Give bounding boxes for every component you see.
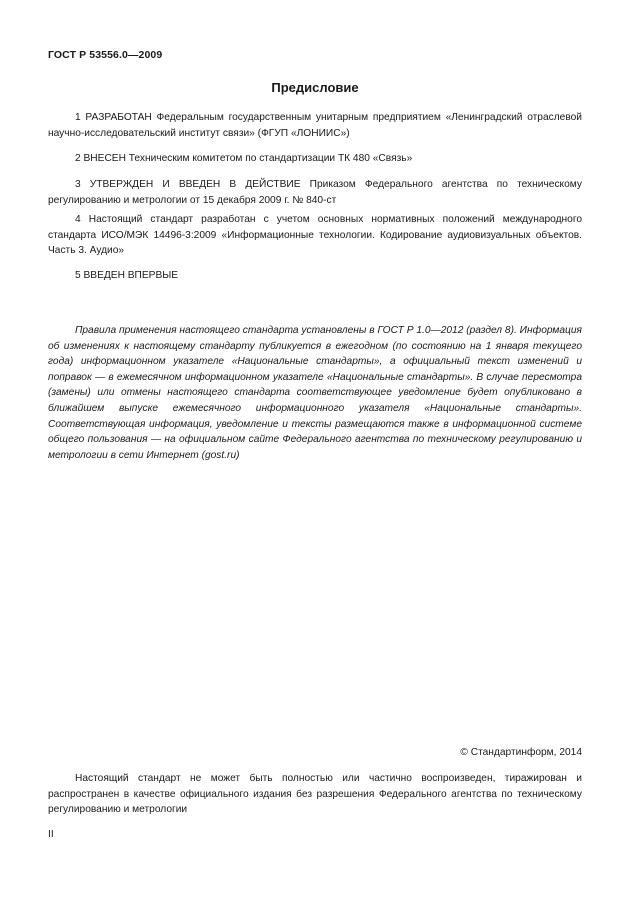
page-number: II <box>48 829 54 840</box>
reproduction-notice: Настоящий стандарт не может быть полностью или частично воспроизведен, тиражирован и распространен в качестве официального издания без разрешения Федерального агентства по техническому регулированию и метрологии <box>48 773 582 816</box>
page-title: Предисловие <box>271 80 359 95</box>
paragraph-1-developed: 1 РАЗРАБОТАН Федеральным государственным унитарным предприятием «Ленинградский отраслевой научно-исследовательский институт связи» (ФГУП «ЛОНИИС») <box>48 112 582 139</box>
paragraph-2-introduced: 2 ВНЕСЕН Техническим комитетом по стандартизации ТК 480 «Связь» <box>75 153 413 164</box>
document-code: ГОСТ Р 53556.0—2009 <box>48 49 163 61</box>
application-notice: Правила применения настоящего стандарта установлены в ГОСТ Р 1.0—2012 (раздел 8). Информация об изменениях к настоящему стандарту публикуется в ежегодном (по состоянию на 1 января текущего года) информационном указателе «Национальные стандарты», а официальный текст изменений и поправок — в ежемесячном информационном указателе «Национальные стандарты». В случае пересмотра (замены) или отмены настоящего стандарта соответствующее уведомление будет опубликовано в ближайшем выпуске ежемесячного информационного указателя «Национальные стандарты». Соответствующая информация, уведомление и тексты размещаются также в информационной системе общего пользования — на официальном сайте Федерального агентства по техническому регулированию и метрологии в сети Интернет (gost.ru) <box>48 325 582 461</box>
paragraph-5-first-introduced: 5 ВВЕДЕН ВПЕРВЫЕ <box>75 270 179 281</box>
paragraph-4-based-on: 4 Настоящий стандарт разработан с учетом основных нормативных положений международного стандарта ИСО/МЭК 14496-3:2009 «Информационные технологии. Кодирование аудиовизуальных объектов. Часть 3. Аудио» <box>48 214 582 257</box>
copyright: © Стандартинформ, 2014 <box>460 747 582 758</box>
paragraph-3-approved: 3 УТВЕРЖДЕН И ВВЕДЕН В ДЕЙСТВИЕ Приказом Федерального агентства по техническому регулированию и метрологии от 15 декабря 2009 г. № 840-ст <box>48 179 582 206</box>
